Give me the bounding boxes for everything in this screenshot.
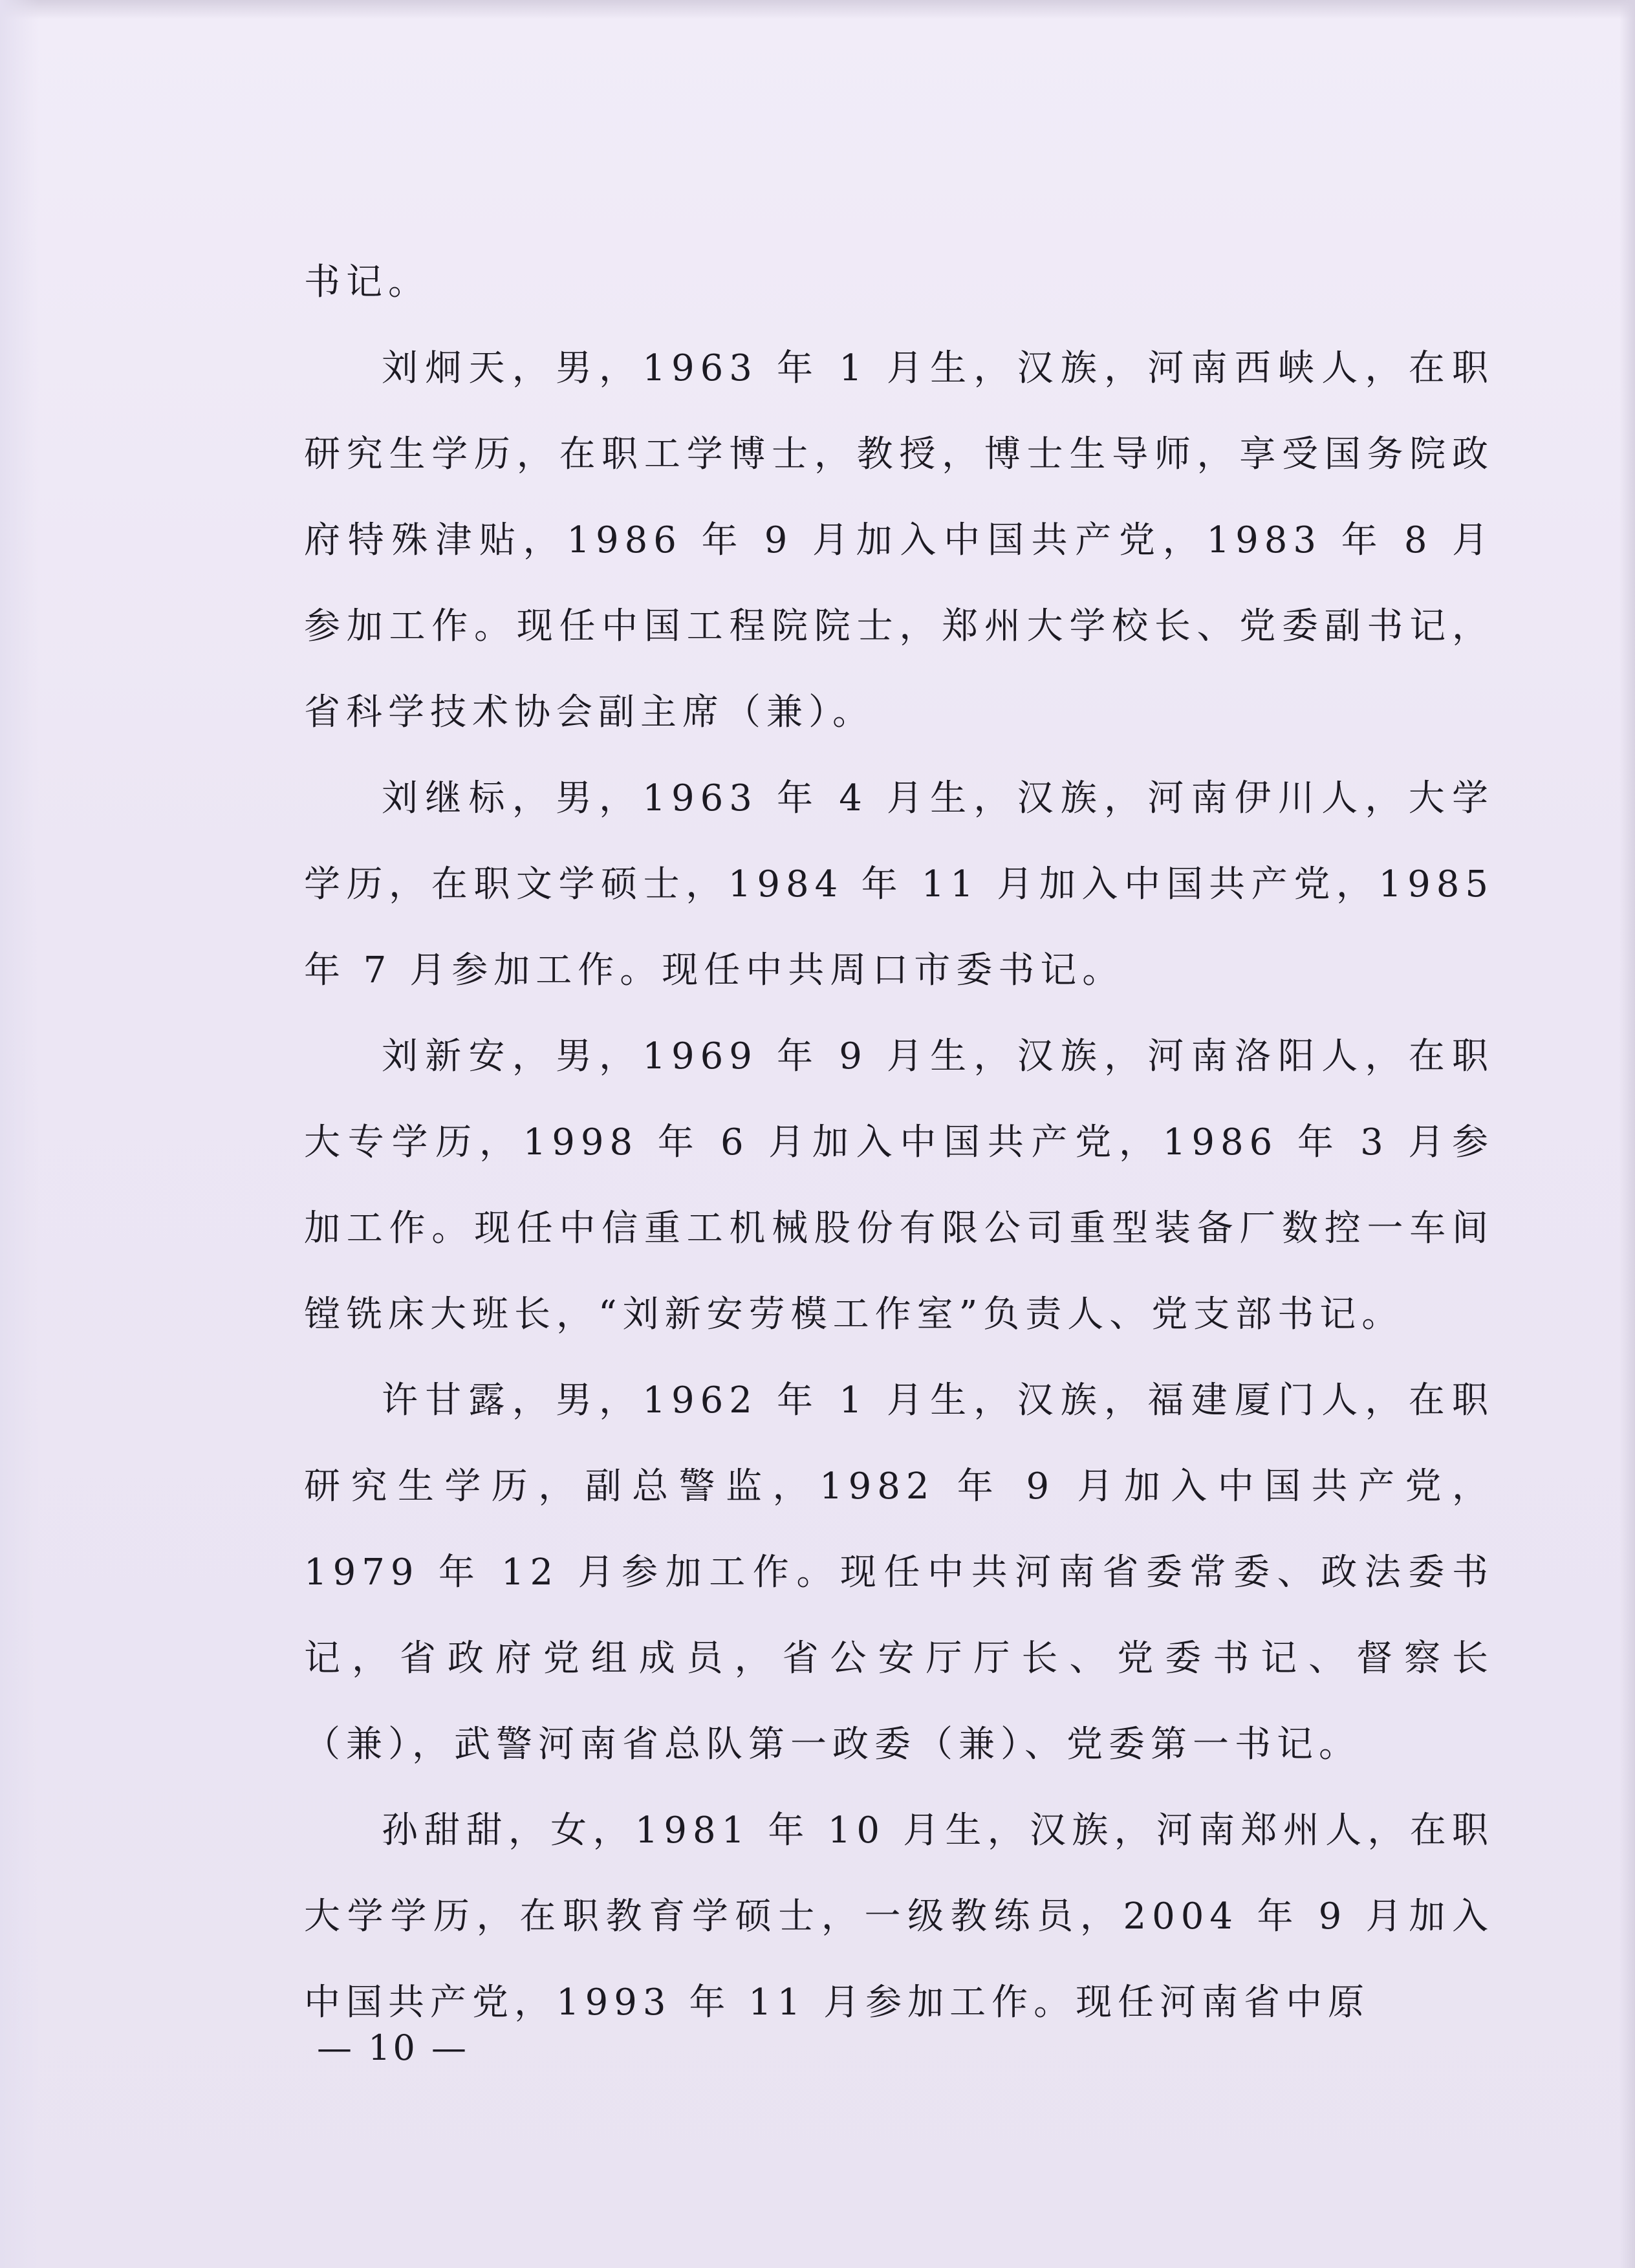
paragraph-continuation: 书记。 [304,261,430,303]
page-number: — 10 — [317,2027,470,2068]
paragraph-liu-xinan: 刘新安，男，1969 年 9 月生，汉族，河南洛阳人，在职大专学历，1998 年 6 月加入中国共产党，1986 年 3 月参加工作。现任中信重工机械股份有限公司重型装备厂数控一车间镗铣床大班长，“刘新安劳模工作室”负责人、党支部书记。 [304,1035,1494,1335]
page-left-edge-shadow [0,0,39,2268]
paragraph-liu-jibiao: 刘继标，男，1963 年 4 月生，汉族，河南伊川人，大学学历，在职文学硕士，1984 年 11 月加入中国共产党，1985 年 7 月参加工作。现任中共周口市委书记。 [304,777,1494,991]
page-top-edge-shadow [0,0,1635,19]
page-right-edge-shadow [1619,0,1635,2268]
paragraph-liu-jiongtian: 刘炯天，男，1963 年 1 月生，汉族，河南西峡人，在职研究生学历，在职工学博士，教授，博士生导师，享受国务院政府特殊津贴，1986 年 9 月加入中国共产党，1983 年 8 月参加工作。现任中国工程院院士，郑州大学校长、党委副书记，省科学技术协会副主席（兼）。 [304,347,1494,733]
paragraph-xu-ganlu: 许甘露，男，1962 年 1 月生，汉族，福建厦门人，在职研究生学历，副总警监，1982 年 9 月加入中国共产党，1979 年 12 月参加工作。现任中共河南省委常委、政法委书记，省政府党组成员，省公安厅厅长、党委书记、督察长（兼），武警河南省总队第一政委（兼）、党委第一书记。 [304,1379,1494,1766]
paragraph-sun-tiantian: 孙甜甜，女，1981 年 10 月生，汉族，河南郑州人，在职大学学历，在职教育学硕士，一级教练员，2004 年 9 月加入中国共产党，1993 年 11 月参加工作。现任河南省中原 [304,1809,1494,2024]
body-text [304,239,1494,2046]
